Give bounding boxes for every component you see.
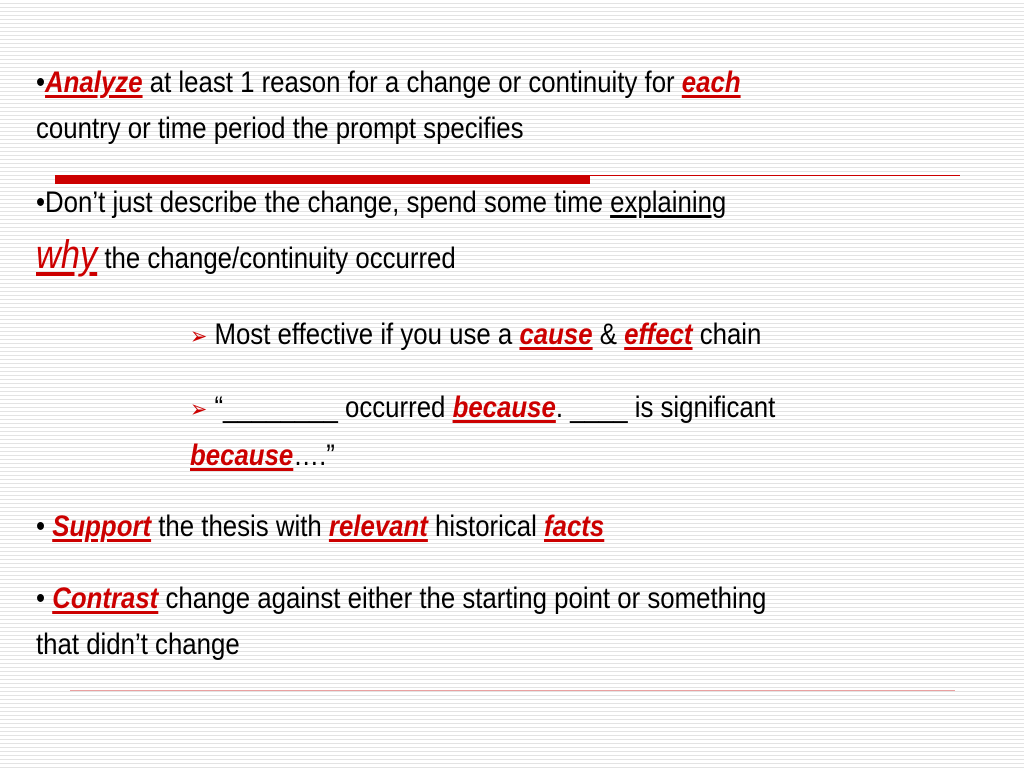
bullet-dot: • <box>36 582 53 615</box>
text: change against either the starting point or something <box>158 582 767 615</box>
bullet-analyze-line2: country or time period the prompt specifies <box>36 112 524 145</box>
bullet-analyze-line1 <box>36 60 844 106</box>
keyword-because: because <box>190 439 294 472</box>
keyword-cause: cause <box>519 318 593 351</box>
keyword-analyze: Analyze <box>45 66 143 99</box>
bullet-analyze <box>36 60 844 152</box>
bullet-contrast-line2: that didn’t change <box>36 628 240 661</box>
text: the change/continuity occurred <box>97 242 456 275</box>
text: the thesis with <box>151 510 329 543</box>
bullet-dot: • <box>36 510 53 543</box>
bullet-support <box>36 504 844 550</box>
text: . ____ is significant <box>555 391 776 424</box>
text: Don’t just describe the change, spend some time <box>45 186 611 219</box>
footer-rule <box>70 690 955 691</box>
keyword-relevant: relevant <box>328 510 428 543</box>
subbullet-because-line1 <box>190 385 844 433</box>
bullet-dot: • <box>36 186 46 219</box>
bullet-explain <box>36 180 844 288</box>
bullet-explain-line1 <box>36 180 844 226</box>
arrow-bullet-icon: ➢ <box>190 323 208 350</box>
keyword-each: each <box>681 66 741 99</box>
keyword-explaining: explaining <box>610 186 727 219</box>
title-rule-thin <box>590 175 960 176</box>
keyword-effect: effect <box>624 318 693 351</box>
bullet-dot: • <box>36 66 46 99</box>
subbullet-cause-effect-line <box>190 312 844 360</box>
subbullet-because <box>190 385 844 479</box>
keyword-why: why <box>36 233 98 277</box>
keyword-because: because <box>452 391 556 424</box>
bullet-contrast <box>36 576 844 668</box>
subbullet-because-line2 <box>190 433 844 479</box>
bullet-explain-line2 <box>36 226 844 288</box>
keyword-support: Support <box>52 510 152 543</box>
text: at least 1 reason for a change or continuity for <box>142 66 682 99</box>
text: ….” <box>293 439 335 472</box>
text: historical <box>427 510 545 543</box>
text: chain <box>692 318 762 351</box>
text: & <box>592 318 625 351</box>
bullet-support-line <box>36 504 844 550</box>
subbullet-cause-effect <box>190 312 844 360</box>
keyword-facts: facts <box>544 510 605 543</box>
arrow-bullet-icon: ➢ <box>190 396 208 423</box>
bullet-contrast-line1 <box>36 576 844 622</box>
text: “________ occurred <box>207 391 453 424</box>
keyword-contrast: Contrast <box>52 582 159 615</box>
text: Most effective if you use a <box>207 318 520 351</box>
